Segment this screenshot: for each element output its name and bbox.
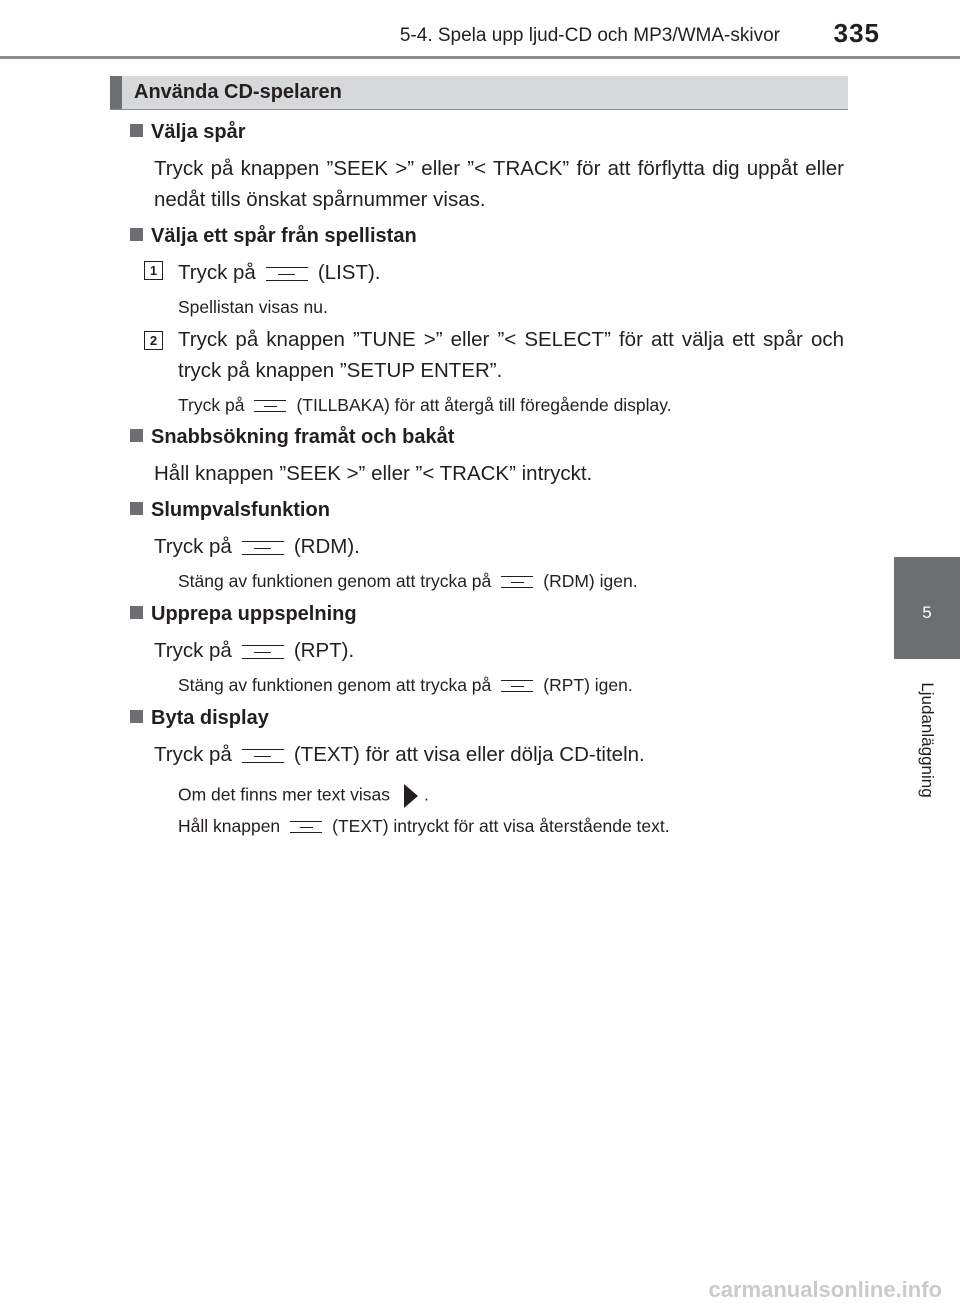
- display-text: [154, 739, 844, 770]
- button-icon: [254, 400, 286, 412]
- display-note1-pre: Om det finns mer text visas: [178, 784, 391, 805]
- subheading-text: Slumpvalsfunktion: [151, 499, 330, 521]
- subheading-fast-search: [130, 426, 454, 449]
- page-header: [0, 0, 960, 60]
- button-icon: [266, 267, 308, 281]
- step-number-2: 2: [144, 331, 163, 350]
- subheading-playlist: [130, 225, 417, 248]
- random-note-post: (RDM) igen.: [543, 571, 638, 591]
- subheading-display: [130, 707, 269, 730]
- square-bullet-icon: [130, 124, 143, 137]
- subheading-select-track: [130, 121, 246, 144]
- display-note-2: [178, 816, 844, 837]
- repeat-post: (RPT).: [293, 639, 355, 662]
- display-note1-post: .: [424, 784, 429, 805]
- chapter-tab: [894, 557, 960, 659]
- subheading-random: [130, 499, 330, 522]
- subheading-text: Välja spår: [151, 121, 246, 143]
- repeat-note-post: (RPT) igen.: [543, 675, 633, 695]
- random-post: (RDM).: [293, 535, 360, 558]
- step1-note: Spellistan visas nu.: [178, 297, 328, 317]
- step2-note-pre: Tryck på: [178, 395, 245, 415]
- repeat-pre: Tryck på: [154, 639, 232, 662]
- repeat-text: [154, 635, 844, 666]
- button-icon: [501, 576, 533, 588]
- random-text: [154, 531, 844, 562]
- subheading-text: Snabbsökning framåt och bakåt: [151, 426, 455, 448]
- button-icon: [242, 541, 284, 555]
- fast-search-text: Håll knappen ”SEEK >” eller ”< TRACK” intryckt.: [154, 462, 593, 485]
- chapter-label-text: Ljudanläggning: [918, 682, 937, 798]
- step2-note-post: (TILLBAKA) för att återgå till föregående display.: [296, 395, 672, 415]
- random-note: [178, 571, 844, 592]
- step1-post: (LIST).: [317, 261, 381, 284]
- square-bullet-icon: [130, 228, 143, 241]
- random-note-pre: Stäng av funktionen genom att trycka på: [178, 571, 492, 591]
- square-bullet-icon: [130, 606, 143, 619]
- display-post: (TEXT) för att visa eller dölja CD-titeln.: [293, 743, 645, 766]
- step-number-1: 1: [144, 261, 163, 280]
- square-bullet-icon: [130, 710, 143, 723]
- watermark: carmanualsonline.info: [708, 1277, 942, 1302]
- subheading-text: Välja ett spår från spellistan: [151, 225, 417, 247]
- repeat-note-pre: Stäng av funktionen genom att trycka på: [178, 675, 492, 695]
- chapter-label: [894, 670, 960, 820]
- display-note2-pre: Håll knappen: [178, 816, 281, 836]
- arrow-right-icon: [404, 784, 418, 808]
- display-note2-post: (TEXT) intryckt för att visa återstående text.: [332, 816, 670, 836]
- step2-text: Tryck på knappen ”TUNE >” eller ”< SELECT” för att välja ett spår och tryck på knappen ”SETUP ENTER”.: [178, 328, 844, 382]
- button-icon: [242, 749, 284, 763]
- subheading-repeat: [130, 603, 357, 626]
- step1-text: [178, 257, 844, 288]
- square-bullet-icon: [130, 429, 143, 442]
- header-divider: [0, 56, 960, 59]
- button-icon: [501, 680, 533, 692]
- subheading-text: Byta display: [151, 707, 269, 729]
- repeat-note: [178, 675, 844, 696]
- section-title: Använda CD-spelaren: [110, 76, 848, 109]
- display-pre: Tryck på: [154, 743, 232, 766]
- display-note-1: [178, 784, 844, 808]
- subheading-text: Upprepa uppspelning: [151, 603, 357, 625]
- select-track-text: Tryck på knappen ”SEEK >” eller ”< TRACK” för att förflytta dig uppåt eller nedåt tills önskat spårnummer visas.: [154, 157, 844, 211]
- step1-pre: Tryck på: [178, 261, 256, 284]
- header-section-title: 5-4. Spela upp ljud-CD och MP3/WMA-skivor: [399, 25, 780, 46]
- section-title-divider: [110, 109, 848, 110]
- random-pre: Tryck på: [154, 535, 232, 558]
- chapter-number: 5: [922, 603, 932, 622]
- button-icon: [290, 821, 322, 833]
- square-bullet-icon: [130, 502, 143, 515]
- page-number: 335: [833, 18, 880, 48]
- button-icon: [242, 645, 284, 659]
- step2-note: [178, 395, 844, 416]
